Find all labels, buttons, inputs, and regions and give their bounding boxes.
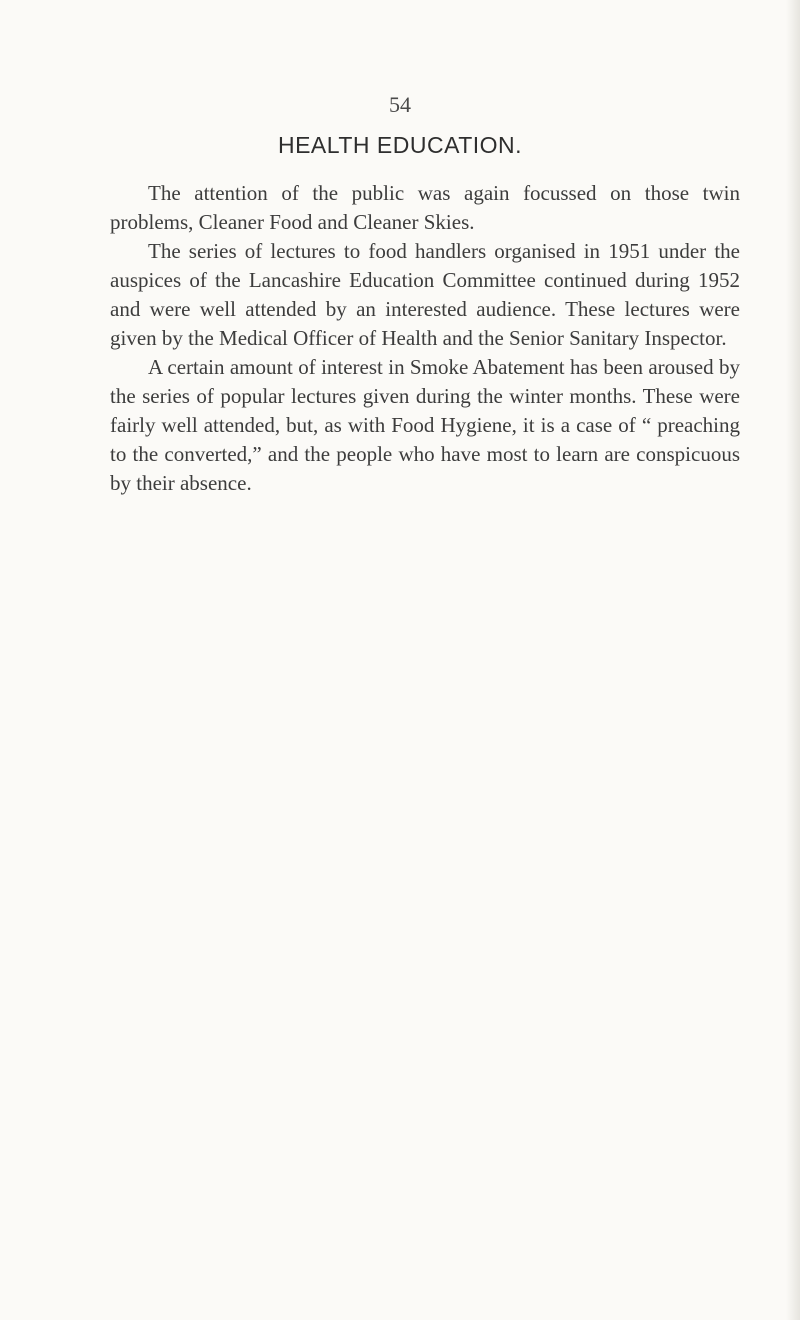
page-edge — [786, 0, 800, 1320]
paragraph-smoke-abatement: A certain amount of interest in Smoke Abatement has been aroused by the series of popular lectures given during the winter months. These were fairly well attended, but, as with Food Hygiene, it is a case of “ preaching to the converted,” and the people who have most to learn are conspicuous by their absence. — [110, 355, 740, 495]
body-text — [110, 179, 740, 498]
section-heading: HEALTH EDUCATION. — [277, 132, 523, 158]
paragraph-food-handlers-lectures: The series of lectures to food handlers organised in 1951 under the auspices of the Lancashire Education Committee continued during 1952 and were well attended by an interested audience. These lectures were given by the Medical Officer of Health and the Senior Sanitary Inspector. — [110, 239, 740, 350]
page-number: 54 — [389, 92, 411, 117]
paragraph-public-attention: The attention of the public was again focussed on those twin problems, Cleaner Food and Cleaner Skies. — [110, 181, 740, 234]
